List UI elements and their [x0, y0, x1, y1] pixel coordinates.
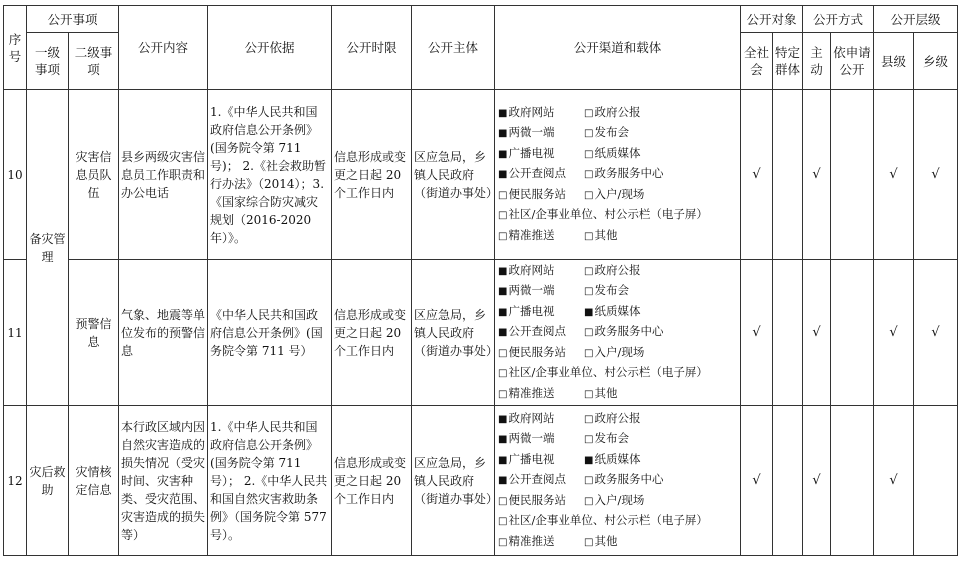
channel-line	[498, 532, 738, 553]
channel-option-label: 公开查阅点	[508, 324, 566, 339]
channel-option	[498, 144, 584, 165]
subject-cell: 区应急局，乡镇人民政府（街道办事处）	[412, 90, 495, 260]
channels-cell	[495, 90, 741, 260]
header-basis: 公开依据	[208, 6, 332, 90]
channel-line	[498, 226, 738, 247]
channel-option-label: 社区/企事业单位、村公示栏（电子屏）	[508, 365, 708, 380]
channel-option	[584, 470, 663, 491]
disclosure-table	[3, 5, 958, 556]
header-items: 公开事项	[27, 6, 119, 33]
channel-line	[498, 103, 738, 124]
channel-option	[584, 429, 629, 450]
channel-option-label: 纸质媒体	[594, 451, 641, 466]
channel-option	[498, 511, 708, 532]
check-target-specific	[773, 406, 803, 556]
unchecked-box-icon: □	[584, 388, 594, 400]
unchecked-box-icon: □	[584, 148, 594, 160]
check-target-all: √	[741, 406, 773, 556]
channel-option	[584, 226, 617, 247]
channel-option-label: 便民服务站	[508, 344, 566, 359]
content-cell: 本行政区域内因自然灾害造成的损失情况（受灾时间、灾害种类、受灾范围、灾害造成的损失等）	[119, 406, 208, 556]
channels-cell	[495, 260, 741, 406]
unchecked-box-icon: □	[584, 434, 594, 446]
unchecked-box-icon: □	[584, 475, 594, 487]
unchecked-box-icon: □	[498, 516, 508, 528]
unchecked-box-icon: □	[498, 210, 508, 222]
channel-option-label: 政务服务中心	[594, 472, 664, 487]
check-method-active: √	[803, 406, 831, 556]
channel-line	[498, 205, 738, 226]
table-row	[4, 90, 958, 260]
channel-option-label: 两微一端	[508, 283, 555, 298]
table-row	[4, 406, 958, 556]
channel-option	[498, 302, 584, 323]
unchecked-box-icon: □	[584, 413, 594, 425]
channel-option	[498, 261, 584, 282]
channel-option	[584, 261, 640, 282]
unchecked-box-icon: □	[498, 495, 508, 507]
channel-option-label: 入户/现场	[594, 186, 645, 201]
channel-option	[498, 470, 584, 491]
channel-option-label: 发布会	[594, 431, 629, 446]
channel-option-label: 政府网站	[508, 262, 555, 277]
checked-box-icon: ■	[498, 107, 508, 119]
channel-option-label: 精准推送	[508, 227, 555, 242]
unchecked-box-icon: □	[584, 107, 594, 119]
unchecked-box-icon: □	[498, 347, 508, 359]
channel-option-label: 公开查阅点	[508, 472, 566, 487]
checked-box-icon: ■	[498, 454, 508, 466]
channel-line	[498, 450, 738, 471]
channel-option	[498, 532, 584, 553]
unchecked-box-icon: □	[498, 536, 508, 548]
check-level-township	[914, 406, 958, 556]
unchecked-box-icon: □	[584, 230, 594, 242]
channel-option-label: 纸质媒体	[594, 303, 641, 318]
channel-option	[584, 450, 640, 471]
channel-option	[498, 363, 708, 384]
content-cell: 县乡两级灾害信息员工作职责和办公电话	[119, 90, 208, 260]
checked-box-icon: ■	[498, 169, 508, 181]
unchecked-box-icon: □	[584, 265, 594, 277]
channel-line	[498, 511, 738, 532]
row-number: 12	[4, 406, 27, 556]
channel-option-label: 精准推送	[508, 385, 555, 400]
check-method-active: √	[803, 90, 831, 260]
level2-item: 预警信息	[69, 260, 119, 406]
channels-cell	[495, 406, 741, 556]
channel-line	[498, 281, 738, 302]
check-level-county: √	[874, 260, 914, 406]
channel-option-label: 政府公报	[594, 410, 641, 425]
channel-option	[498, 205, 708, 226]
channel-option-label: 纸质媒体	[594, 145, 641, 160]
unchecked-box-icon: □	[498, 189, 508, 201]
level2-item: 灾害信息员队伍	[69, 90, 119, 260]
unchecked-box-icon: □	[498, 368, 508, 380]
channel-line	[498, 322, 738, 343]
channel-option	[498, 450, 584, 471]
channel-line	[498, 491, 738, 512]
channel-option	[584, 384, 617, 405]
channel-option	[584, 103, 640, 124]
header-content: 公开内容	[119, 6, 208, 90]
level2-item: 灾情核定信息	[69, 406, 119, 556]
channel-option-label: 其他	[594, 385, 618, 400]
channel-option-label: 广播电视	[508, 451, 555, 466]
group-label-prep: 备灾管理	[27, 90, 69, 406]
channel-option-label: 广播电视	[508, 145, 555, 160]
header-level1: 一级事项	[27, 33, 69, 90]
check-level-county: √	[874, 90, 914, 260]
channel-option-label: 政务服务中心	[594, 324, 664, 339]
unchecked-box-icon: □	[584, 128, 594, 140]
channel-option	[498, 322, 584, 343]
basis-cell: 1.《中华人民共和国政府信息公开条例》(国务院令第 711 号）； 2.《中华人民共和国自然灾害救助条例》（国务院令第 577 号）。	[208, 406, 332, 556]
unchecked-box-icon: □	[584, 347, 594, 359]
checked-box-icon: ■	[498, 434, 508, 446]
unchecked-box-icon: □	[584, 327, 594, 339]
channel-option-label: 入户/现场	[594, 344, 645, 359]
header-time-limit: 公开时限	[332, 6, 412, 90]
unchecked-box-icon: □	[498, 388, 508, 400]
channel-option-label: 便民服务站	[508, 492, 566, 507]
channel-option-label: 政务服务中心	[594, 166, 664, 181]
header-target-all: 全社会	[741, 33, 773, 90]
check-level-county: √	[874, 406, 914, 556]
checked-box-icon: ■	[498, 286, 508, 298]
subject-cell: 区应急局，乡镇人民政府（街道办事处）	[412, 406, 495, 556]
channel-option-label: 政府网站	[508, 410, 555, 425]
checked-box-icon: ■	[584, 454, 594, 466]
unchecked-box-icon: □	[498, 230, 508, 242]
channel-line	[498, 409, 738, 430]
time-limit-cell: 信息形成或变更之日起 20 个工作日内	[332, 406, 412, 556]
channel-option	[584, 343, 644, 364]
channel-option	[498, 491, 584, 512]
channel-option	[584, 491, 644, 512]
row-number: 11	[4, 260, 27, 406]
channel-option	[584, 185, 644, 206]
channel-option-label: 社区/企事业单位、村公示栏（电子屏）	[508, 207, 708, 222]
channel-option	[584, 532, 617, 553]
check-target-all: √	[741, 90, 773, 260]
header-serial: 序号	[4, 6, 27, 90]
channel-option-label: 政府公报	[594, 104, 641, 119]
unchecked-box-icon: □	[584, 495, 594, 507]
header-level2: 二级事项	[69, 33, 119, 90]
checked-box-icon: ■	[498, 306, 508, 318]
channel-option-label: 精准推送	[508, 533, 555, 548]
unchecked-box-icon: □	[584, 189, 594, 201]
row-number: 10	[4, 90, 27, 260]
header-target-specific: 特定群体	[773, 33, 803, 90]
header-channels: 公开渠道和载体	[495, 6, 741, 90]
check-target-all: √	[741, 260, 773, 406]
channel-option	[498, 103, 584, 124]
time-limit-cell: 信息形成或变更之日起 20 个工作日内	[332, 90, 412, 260]
check-level-township: √	[914, 90, 958, 260]
header-method-request: 依申请公开	[831, 33, 874, 90]
checked-box-icon: ■	[498, 327, 508, 339]
checked-box-icon: ■	[498, 475, 508, 487]
checked-box-icon: ■	[498, 413, 508, 425]
channel-option-label: 广播电视	[508, 303, 555, 318]
channel-option-label: 其他	[594, 227, 618, 242]
header-subject: 公开主体	[412, 6, 495, 90]
subject-cell: 区应急局，乡镇人民政府（街道办事处）	[412, 260, 495, 406]
header-level: 公开层级	[874, 6, 958, 33]
channel-option	[498, 429, 584, 450]
channel-option-label: 两微一端	[508, 431, 555, 446]
check-level-township: √	[914, 260, 958, 406]
group-label-post: 灾后救助	[27, 406, 69, 556]
channel-option	[498, 226, 584, 247]
check-method-request	[831, 406, 874, 556]
channel-option	[498, 384, 584, 405]
channel-line	[498, 261, 738, 282]
content-cell: 气象、地震等单位发布的预警信息	[119, 260, 208, 406]
unchecked-box-icon: □	[584, 536, 594, 548]
time-limit-cell: 信息形成或变更之日起 20 个工作日内	[332, 260, 412, 406]
channel-option	[584, 409, 640, 430]
channel-line	[498, 185, 738, 206]
channel-option	[498, 123, 584, 144]
channel-option-label: 发布会	[594, 283, 629, 298]
channel-option	[584, 164, 663, 185]
channel-option	[498, 185, 584, 206]
channel-option-label: 政府网站	[508, 104, 555, 119]
channel-option	[498, 343, 584, 364]
check-method-active: √	[803, 260, 831, 406]
channel-option-label: 社区/企事业单位、村公示栏（电子屏）	[508, 513, 708, 528]
basis-cell: 1.《中华人民共和国政府信息公开条例》(国务院令第 711 号)； 2.《社会救助暂行办法》（2014）；3.《国家综合防灾减灾规划（2016-2020 年）》。	[208, 90, 332, 260]
header-level-county: 县级	[874, 33, 914, 90]
table-row	[4, 260, 958, 406]
check-method-request	[831, 90, 874, 260]
checked-box-icon: ■	[584, 306, 594, 318]
check-target-specific	[773, 260, 803, 406]
unchecked-box-icon: □	[584, 169, 594, 181]
checked-box-icon: ■	[498, 148, 508, 160]
channel-line	[498, 302, 738, 323]
check-method-request	[831, 260, 874, 406]
channel-option-label: 便民服务站	[508, 186, 566, 201]
channel-line	[498, 343, 738, 364]
header-method-active: 主动	[803, 33, 831, 90]
channel-option-label: 发布会	[594, 125, 629, 140]
channel-option	[584, 302, 640, 323]
channel-option-label: 政府公报	[594, 262, 641, 277]
channel-line	[498, 429, 738, 450]
channel-option	[584, 123, 629, 144]
channel-option-label: 两微一端	[508, 125, 555, 140]
checked-box-icon: ■	[498, 265, 508, 277]
unchecked-box-icon: □	[584, 286, 594, 298]
channel-option	[498, 281, 584, 302]
check-target-specific	[773, 90, 803, 260]
channel-option	[584, 144, 640, 165]
checked-box-icon: ■	[498, 128, 508, 140]
basis-cell: 《中华人民共和国政府信息公开条例》(国务院令第 711 号）	[208, 260, 332, 406]
channel-option-label: 入户/现场	[594, 492, 645, 507]
channel-option	[584, 281, 629, 302]
channel-option	[584, 322, 663, 343]
channel-line	[498, 470, 738, 491]
channel-option	[498, 164, 584, 185]
channel-line	[498, 384, 738, 405]
channel-option-label: 其他	[594, 533, 618, 548]
header-method: 公开方式	[803, 6, 874, 33]
channel-line	[498, 164, 738, 185]
channel-option-label: 公开查阅点	[508, 166, 566, 181]
header-target: 公开对象	[741, 6, 803, 33]
channel-line	[498, 144, 738, 165]
channel-option	[498, 409, 584, 430]
header-level-township: 乡级	[914, 33, 958, 90]
channel-line	[498, 363, 738, 384]
channel-line	[498, 123, 738, 144]
